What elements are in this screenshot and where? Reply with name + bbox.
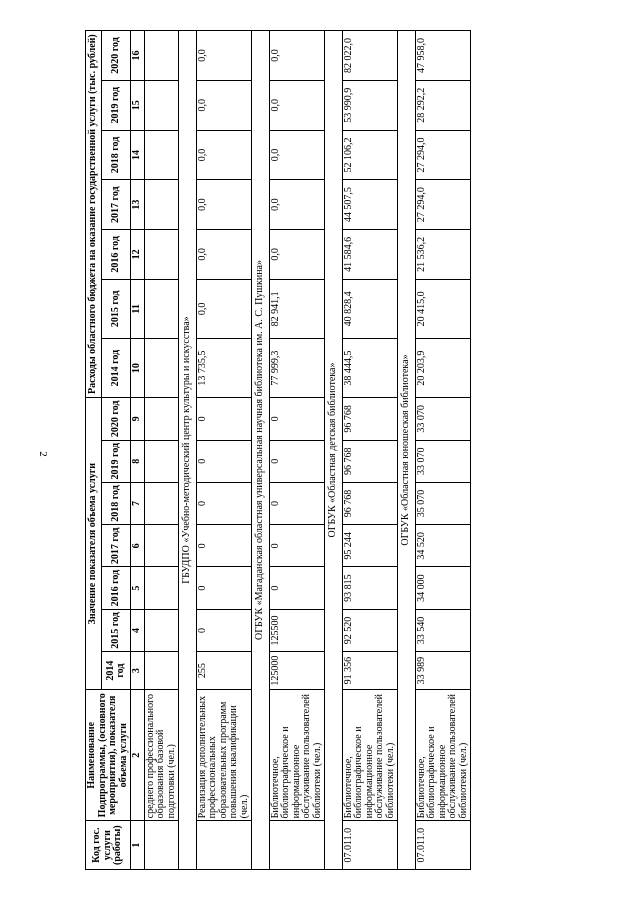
volume-value: 35 070 <box>415 482 471 524</box>
volume-value <box>144 482 179 524</box>
expense-value: 0,0 <box>196 230 252 280</box>
expense-value: 38 444,5 <box>342 338 398 397</box>
service-name: Библиотечное, библиографическое и информационное обслуживание пользователей библиотеки (чел.) <box>342 690 398 821</box>
year-header: 2020 год <box>102 31 131 81</box>
volume-value: 93 815 <box>342 567 398 609</box>
service-name: среднего профессионального образования базовой подготовки (чел.) <box>144 690 179 821</box>
volume-value: 125000 <box>269 652 325 690</box>
column-number: 10 <box>131 338 145 397</box>
budget-table <box>85 30 471 870</box>
service-name: Реализация дополнительных профессиональных образовательных программ повышения квалификации (чел.) <box>196 690 252 821</box>
year-header: 2016 год <box>102 567 131 609</box>
column-number: 11 <box>131 279 145 338</box>
volume-value: 91 356 <box>342 652 398 690</box>
column-number: 8 <box>131 440 145 482</box>
expense-value: 0,0 <box>196 80 252 130</box>
volume-value <box>144 398 179 440</box>
volume-value: 0 <box>269 567 325 609</box>
section-row <box>325 31 343 870</box>
expense-value: 44 507,5 <box>342 180 398 230</box>
volume-value: 0 <box>196 525 252 567</box>
table-row <box>196 31 252 870</box>
expense-value <box>144 230 179 280</box>
section-row <box>179 31 197 870</box>
expense-value: 20 203,9 <box>415 338 471 397</box>
volume-value: 0 <box>269 440 325 482</box>
expense-value: 0,0 <box>269 230 325 280</box>
volume-value: 33 070 <box>415 440 471 482</box>
column-number: 7 <box>131 482 145 524</box>
section-row <box>252 31 270 870</box>
year-header: 2019 год <box>102 440 131 482</box>
volume-value: 0 <box>269 482 325 524</box>
expense-value: 0,0 <box>196 279 252 338</box>
year-header: 2019 год <box>102 80 131 130</box>
expense-value <box>144 338 179 397</box>
section-title: ОГБУК «Областная детская библиотека» <box>325 31 343 870</box>
volume-value: 96 768 <box>342 440 398 482</box>
service-code <box>196 821 252 870</box>
column-number: 2 <box>131 690 145 821</box>
service-code <box>144 821 179 870</box>
expense-value: 0,0 <box>269 80 325 130</box>
volume-value: 92 520 <box>342 609 398 651</box>
volume-value: 96 768 <box>342 398 398 440</box>
volume-value: 34 000 <box>415 567 471 609</box>
volume-value <box>144 652 179 690</box>
column-number: 1 <box>131 821 145 870</box>
expense-value: 21 536,2 <box>415 230 471 280</box>
volume-value: 0 <box>269 525 325 567</box>
table-row <box>144 31 179 870</box>
expense-value: 0,0 <box>269 31 325 81</box>
expense-value: 13 735,5 <box>196 338 252 397</box>
column-number: 9 <box>131 398 145 440</box>
header-expense-group: Расходы областного бюджета на оказание государственной услуги (тыс. рублей) <box>86 31 102 398</box>
year-header: 2016 год <box>102 230 131 280</box>
volume-value: 0 <box>196 482 252 524</box>
header-code: Код гос. услуги (работы) <box>86 821 131 870</box>
expense-value: 47 958,0 <box>415 31 471 81</box>
expense-value: 40 828,4 <box>342 279 398 338</box>
volume-value: 96 768 <box>342 482 398 524</box>
volume-value: 255 <box>196 652 252 690</box>
expense-value: 0,0 <box>196 31 252 81</box>
expense-value: 20 415,0 <box>415 279 471 338</box>
volume-value: 0 <box>196 440 252 482</box>
service-code <box>269 821 325 870</box>
rotated-table-wrapper <box>85 30 585 870</box>
service-code: 07.011.0 <box>415 821 471 870</box>
column-number: 13 <box>131 180 145 230</box>
volume-value: 34 520 <box>415 525 471 567</box>
expense-value: 27 294,0 <box>415 180 471 230</box>
table-row <box>269 31 325 870</box>
section-row <box>398 31 416 870</box>
expense-value: 41 584,6 <box>342 230 398 280</box>
header-name: Наименование Подпрограммы, (основного мероприятия), показателя объема услуги <box>86 690 131 821</box>
year-header: 2018 год <box>102 482 131 524</box>
expense-value <box>144 279 179 338</box>
expense-value: 27 294,0 <box>415 130 471 180</box>
volume-value: 0 <box>269 398 325 440</box>
expense-value: 82 022,0 <box>342 31 398 81</box>
column-number: 5 <box>131 567 145 609</box>
expense-value <box>144 31 179 81</box>
volume-value: 0 <box>196 609 252 651</box>
service-code: 07.011.0 <box>342 821 398 870</box>
year-header: 2020 год <box>102 398 131 440</box>
expense-value: 0,0 <box>196 130 252 180</box>
year-header: 2017 год <box>102 525 131 567</box>
section-title: ОГБУК «Магаданская областная универсальная научная библиотека им. А. С. Пушкина» <box>252 31 270 870</box>
expense-value <box>144 80 179 130</box>
volume-value: 33 540 <box>415 609 471 651</box>
expense-value: 0,0 <box>196 180 252 230</box>
volume-value: 0 <box>196 398 252 440</box>
section-title: ОГБУК «Областная юношеская библиотека» <box>398 31 416 870</box>
header-volume-group: Значение показателя объема услуги <box>86 398 102 690</box>
volume-value: 125500 <box>269 609 325 651</box>
volume-value: 95 244 <box>342 525 398 567</box>
volume-value: 33 989 <box>415 652 471 690</box>
column-number: 16 <box>131 31 145 81</box>
year-header: 2014 год <box>102 652 131 690</box>
year-header: 2018 год <box>102 130 131 180</box>
column-number-row <box>131 31 145 870</box>
service-name: Библиотечное, библиографическое и информационное обслуживание пользователей библиотеки (чел.) <box>269 690 325 821</box>
year-header: 2015 год <box>102 279 131 338</box>
year-header: 2017 год <box>102 180 131 230</box>
column-number: 3 <box>131 652 145 690</box>
volume-value <box>144 609 179 651</box>
column-number: 14 <box>131 130 145 180</box>
expense-value: 0,0 <box>269 130 325 180</box>
section-title: ГБУДПО «Учебно-методический центр культуры и искусства» <box>179 31 197 870</box>
year-header: 2014 год <box>102 338 131 397</box>
column-number: 15 <box>131 80 145 130</box>
expense-value: 53 990,9 <box>342 80 398 130</box>
volume-value <box>144 567 179 609</box>
column-number: 4 <box>131 609 145 651</box>
table-body <box>144 31 471 870</box>
volume-value: 0 <box>196 567 252 609</box>
expense-value: 52 106,2 <box>342 130 398 180</box>
table-row <box>415 31 471 870</box>
year-header: 2015 год <box>102 609 131 651</box>
volume-value: 33 070 <box>415 398 471 440</box>
volume-value <box>144 525 179 567</box>
volume-value <box>144 440 179 482</box>
expense-value: 28 292,2 <box>415 80 471 130</box>
page-number: 2 <box>36 451 49 457</box>
expense-value <box>144 130 179 180</box>
column-number: 12 <box>131 230 145 280</box>
expense-value: 77 999,3 <box>269 338 325 397</box>
table-row <box>342 31 398 870</box>
column-number: 6 <box>131 525 145 567</box>
expense-value <box>144 180 179 230</box>
expense-value: 82 941,1 <box>269 279 325 338</box>
expense-value: 0,0 <box>269 180 325 230</box>
service-name: Библиотечное, библиографическое и информационное обслуживание пользователей библиотеки (чел.) <box>415 690 471 821</box>
